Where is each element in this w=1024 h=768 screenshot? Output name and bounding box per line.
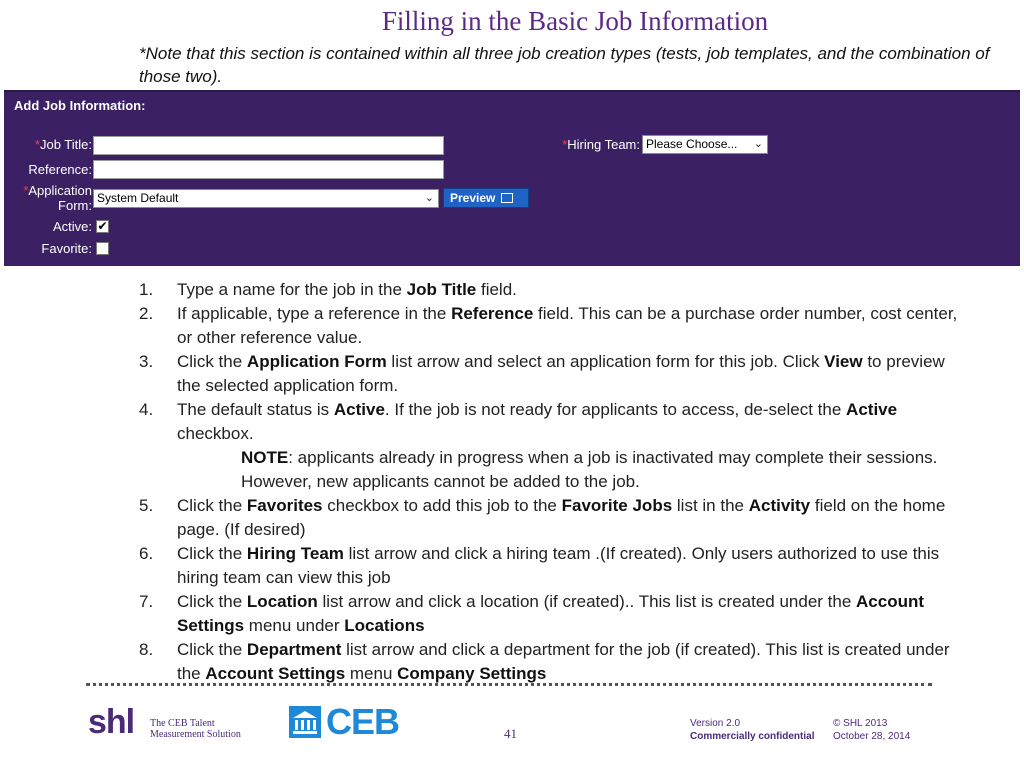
step-item: 1. Type a name for the job in the Job Title field.	[139, 278, 969, 302]
bold-term: Hiring Team	[246, 544, 344, 563]
job-title-input[interactable]	[93, 136, 444, 155]
bold-term: Job Title	[406, 280, 477, 299]
hiring-team-select[interactable]: Please Choose... ⌄	[642, 135, 768, 154]
bold-term: Location	[246, 592, 318, 611]
step-number: 6.	[139, 544, 154, 563]
bold-term: Account Settings	[205, 664, 346, 683]
required-marker: *	[34, 137, 40, 152]
bold-term: Active	[333, 400, 385, 419]
bold-term: Favorites	[246, 496, 323, 515]
favorite-checkbox[interactable]	[96, 242, 109, 255]
step-item: 8. Click the Department list arrow and click a department for the job (if created). This list is created under the Account Settings menu Company Settings	[139, 640, 950, 683]
footer-version-block: Version 2.0 Commercially confidential	[690, 718, 815, 742]
chevron-down-icon: ⌄	[753, 138, 763, 150]
application-form-select[interactable]: System Default ⌄	[93, 189, 439, 208]
instruction-steps	[139, 278, 969, 686]
job-title-label: *Job Title:	[34, 137, 92, 152]
step-item: 2. If applicable, type a reference in the Reference field. This can be a purchase order number, cost center, or other reference value.	[139, 304, 958, 347]
step-note: NOTE: applicants already in progress when a job is inactivated may complete their sessions. However, new applicants cannot be added to the job.	[241, 448, 938, 491]
active-checkbox[interactable]: ✔	[97, 219, 108, 233]
bold-term: Activity	[748, 496, 811, 515]
step-number: 8.	[139, 640, 154, 659]
step-number: 3.	[139, 352, 154, 371]
slide-note: *Note that this section is contained within all three job creation types (tests, job templates, and the combination of those two).	[139, 44, 990, 86]
step-item: 7. Click the Location list arrow and click a location (if created).. This list is created under the Account Settings menu under Locations	[139, 592, 925, 635]
slide-title: Filling in the Basic Job Information	[381, 6, 769, 36]
preview-window-icon	[501, 193, 513, 203]
bold-term: View	[824, 352, 863, 371]
dotted-divider	[86, 683, 932, 686]
bold-term: Locations	[344, 616, 425, 635]
step-item: 3. Click the Application Form list arrow and select an application form for this job. Click View to preview the selected application form.	[139, 352, 945, 395]
shl-tagline: The CEB Talent Measurement Solution	[150, 718, 241, 740]
bold-term: Active	[846, 400, 898, 419]
bold-term: Favorite Jobs	[561, 496, 673, 515]
ceb-building-icon	[289, 706, 321, 738]
favorite-label: Favorite:	[41, 241, 92, 256]
step-number: 2.	[139, 304, 154, 323]
bold-term: Department	[246, 640, 342, 659]
step-number: 5.	[139, 496, 154, 515]
bold-term: Application Form	[246, 352, 387, 371]
footer-copyright-block: © SHL 2013 October 28, 2014	[833, 718, 911, 742]
step-item: 6. Click the Hiring Team list arrow and click a hiring team .(If created). Only users authorized to use this hiring team can view this job	[139, 544, 940, 587]
bold-term: Company Settings	[397, 664, 547, 683]
reference-label: Reference:	[28, 162, 92, 177]
panel-heading: Add Job Information:	[14, 98, 146, 113]
chevron-down-icon: ⌄	[424, 192, 434, 204]
ceb-logo: CEB	[326, 701, 400, 742]
bold-term: Reference	[451, 304, 534, 323]
shl-logo: shl	[88, 703, 135, 741]
reference-input[interactable]	[93, 160, 444, 179]
step-number: 7.	[139, 592, 154, 611]
hiring-team-label: *Hiring Team:	[562, 137, 640, 152]
add-job-information-panel	[4, 90, 1020, 266]
preview-button[interactable]: Preview	[443, 188, 529, 208]
application-form-label: *Application Form:	[23, 183, 92, 213]
step-item: 5. Click the Favorites checkbox to add this job to the Favorite Jobs list in the Activity field on the home page. (If desired)	[139, 496, 946, 539]
step-number: 4.	[139, 400, 154, 419]
step-number: 1.	[139, 280, 154, 299]
bold-term: Account Settings	[177, 592, 925, 635]
bold-term: NOTE	[241, 448, 289, 467]
active-label: Active:	[52, 219, 92, 234]
step-item: 4. The default status is Active. If the job is not ready for applicants to access, de-select the Active checkbox. NOTE: applicants already in progress when a job is inactivated may complete their sessions. However, new applicants cannot be added to the job.	[139, 398, 969, 494]
page-number: 41	[504, 726, 517, 741]
